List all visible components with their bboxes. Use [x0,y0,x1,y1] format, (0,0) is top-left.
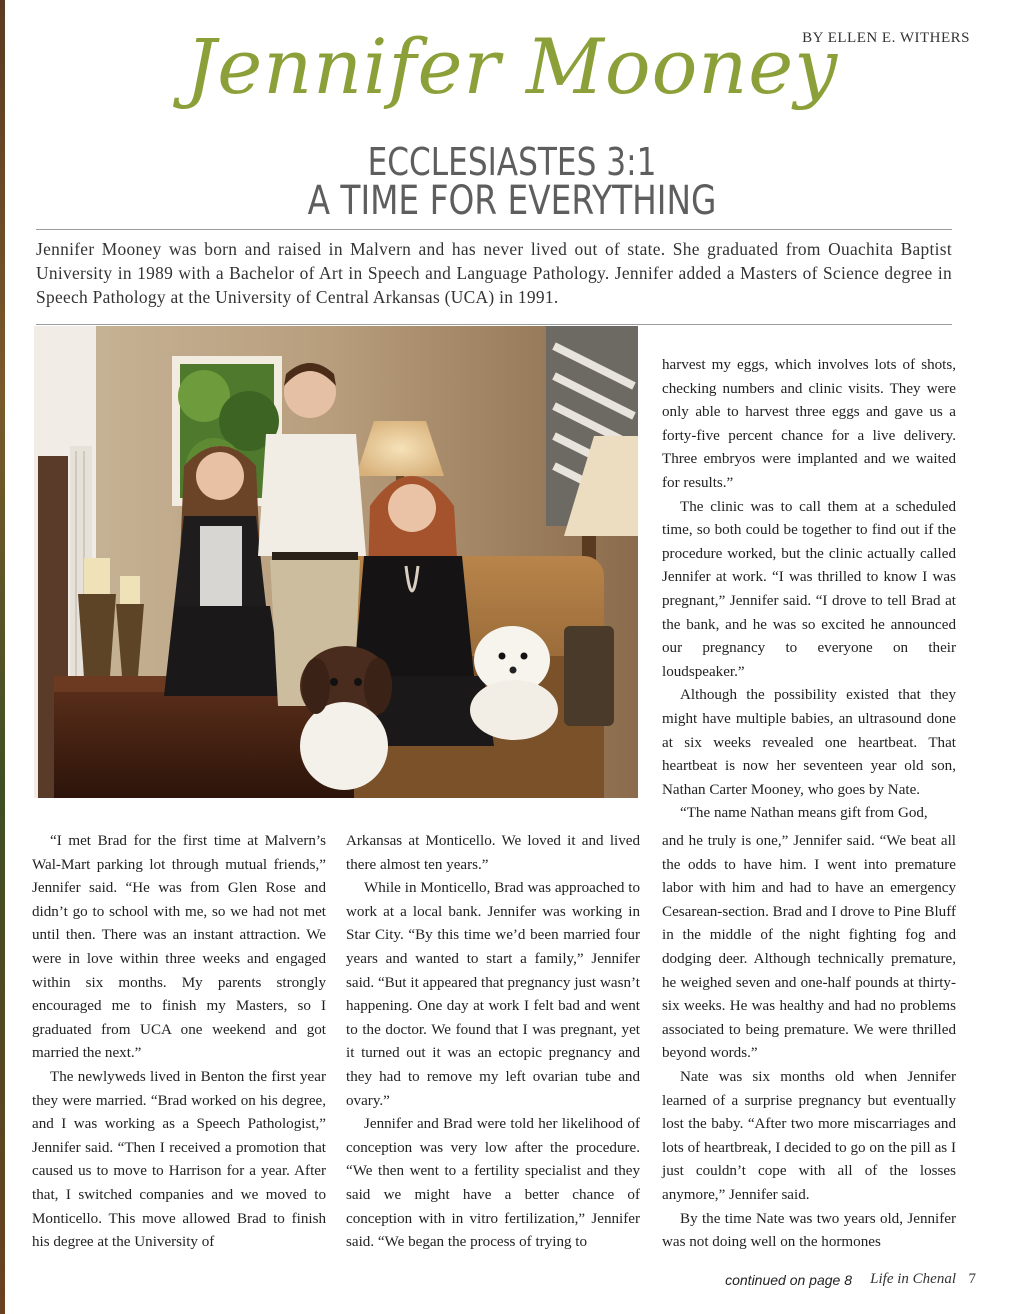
paragraph: The clinic was to call them at a scheduled time, so both could be together to find out if the procedure worked, but the clinic actually called Jennifer at work. “I was thrilled to know I was pregnant,” Jennifer said. “I drove to tell Brad at the bank, and he was so excited he announced our pregnancy to everyone on their loudspeaker.” [662,498,956,680]
paragraph: By the time Nate was two years old, Jennifer was not doing well on the hormones [662,1210,956,1251]
intro-paragraph: Jennifer Mooney was born and raised in Malvern and has never lived out of state. She graduated from Ouachita Baptist University in 1989 with a Bachelor of Art in Speech and Language Pathology. Jennifer added a Masters of Science degree in Speech Pathology at the University of Central Arkansas (UCA) in 1991. [36,239,952,307]
column-right-bottom [662,830,956,1255]
page-edge-decoration [0,0,5,1314]
article-subtitle-line2: A TIME FOR EVERYTHING [307,178,717,224]
paragraph: Jennifer and Brad were told her likelihood of conception was very low after the procedure. “We then went to a fertility specialist and they said we might have a better chance of conception with in vitro fertilization,” Jennifer said. “We began the process of trying to [346,1116,640,1251]
header-divider [36,229,952,230]
paragraph: “The name Nathan means gift from God, [680,805,928,822]
paragraph: The newlyweds lived in Benton the first year they were married. “Brad worked on his degree, and I was working as a Speech Pathologist,” Jennifer said. “Then I received a promotion that caused us to move to Harrison for a year. After that, I switched companies and we moved to Monticello. This move allowed Brad to finish his degree at the University of [32,1068,326,1251]
paragraph: While in Monticello, Brad was approached to work at a local bank. Jennifer was working in Star City. “By this time we’d been married four years and wanted to start a family,” Jennifer said. “But it appeared that pregnancy just wasn’t happening. One day at work I felt bad and went to the doctor. We found that I was pregnant, yet it turned out it was an ectopic pregnancy and they had to remove my left ovarian tube and ovary.” [346,880,640,1109]
page-number: 7 [968,1271,976,1287]
continued-link[interactable]: continued on page 8 [725,1272,852,1288]
paragraph: and he truly is one,” Jennifer said. “We beat all the odds to have him. I went into premature labor with him and had to have an emergency Cesarean-section. Brad and I drove to Pine Bluff in the middle of the night fighting fog and dodging deer. Although technically premature, he weighed seven and one-half pounds at thirty-six weeks. He was healthy and had no problems associated to being premature. We were thrilled beyond words.” [662,833,956,1062]
paragraph: harvest my eggs, which involves lots of shots, checking numbers and clinic visits. They were only able to harvest three eggs and gave us a forty-five percent chance for a live delivery. Three embryos were implanted and we waited for results.” [662,357,956,491]
article-title: Jennifer Mooney [185,22,839,111]
paragraph: Nate was six months old when Jennifer learned of a surprise pregnancy but eventually lost the baby. “After two more miscarriages and lots of heartbreak, I decided to go on the pill as I just couldn’t cope with all of the losses anymore,” Jennifer said. [662,1068,956,1203]
byline: BY ELLEN E. WITHERS [802,30,970,46]
intro-divider [36,324,952,325]
paragraph: “I met Brad for the first time at Malvern’s Wal-Mart parking lot through mutual friends,” Jennifer said. “He was from Glen Rose and didn’t go to school with me, so we had not met until then. There was an instant attraction. We were in love within three weeks and engaged within six months. My parents strongly encouraged me to finish my Masters, so I graduated from UCA one weekend and got married the next.” [32,833,326,1062]
column-left [32,830,326,1255]
column-middle [346,830,640,1255]
column-right-top [662,354,956,826]
article-subtitle-line1: ECCLESIASTES 3:1 [367,140,657,184]
paragraph: Arkansas at Monticello. We loved it and lived there almost ten years.” [346,833,640,873]
paragraph: Although the possibility existed that they might have multiple babies, an ultrasound done at six weeks revealed one heartbeat. That heartbeat is now her seventeen year old son, Nathan Carter Mooney, who goes by Nate. [662,687,956,798]
family-photo [34,326,638,798]
magazine-name: Life in Chenal [870,1271,956,1287]
